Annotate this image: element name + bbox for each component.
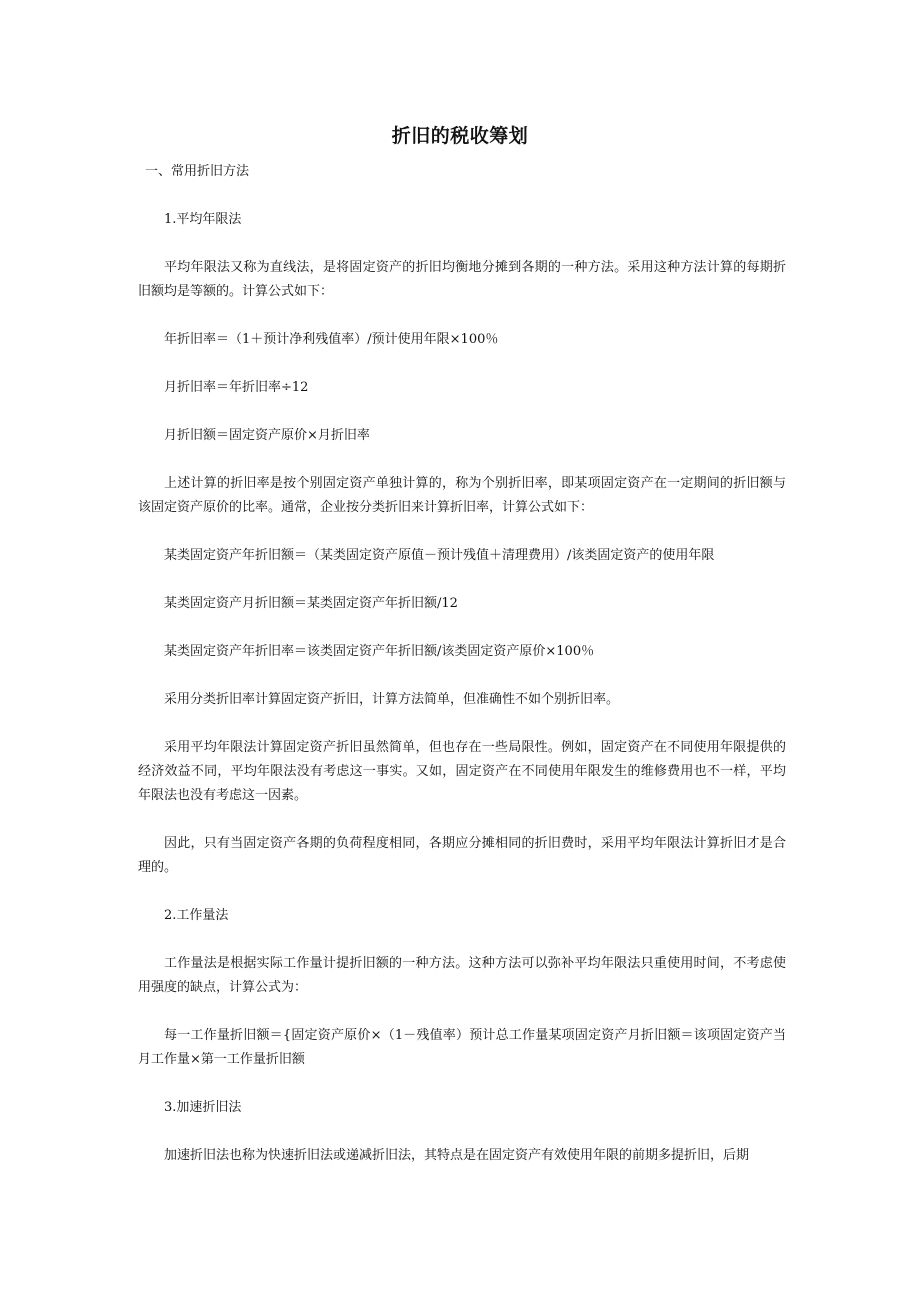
formula-annual-rate: 年折旧率＝（1＋预计净利残值率）/预计使用年限×100％ (164, 332, 499, 347)
formula-monthly-rate: 月折旧率＝年折旧率÷12 (164, 380, 309, 395)
subheading-straight-line: 1.平均年限法 (164, 212, 242, 227)
formula-monthly-amount: 月折旧额＝固定资产原价×月折旧率 (164, 428, 370, 443)
paragraph: 采用平均年限法计算固定资产折旧虽然简单，但也存在一些局限性。例如，固定资产在不同使用年限提供的经济效益不同，平均年限法没有考虑这一事实。又如，固定资产在不同使用年限发生的维修费用也不一样，平均年限法也没有考虑这一因素。 (138, 740, 786, 803)
formula-per-unit-amount: 每一工作量折旧额＝{固定资产原价×（1－残值率）预计总工作量某项固定资产月折旧额＝该项固定资产当月工作量×第一工作量折旧额 (138, 1028, 786, 1067)
paragraph: 采用分类折旧率计算固定资产折旧，计算方法简单，但准确性不如个别折旧率。 (164, 692, 620, 707)
paragraph: 平均年限法又称为直线法，是将固定资产的折旧均衡地分摊到各期的一种方法。采用这种方法计算的每期折旧额均是等额的。计算公式如下： (138, 260, 786, 299)
paragraph: 加速折旧法也称为快速折旧法或递减折旧法，其特点是在固定资产有效使用年限的前期多提折旧，后期 (164, 1148, 750, 1163)
subheading-accelerated: 3.加速折旧法 (164, 1100, 242, 1115)
paragraph: 因此，只有当固定资产各期的负荷程度相同，各期应分摊相同的折旧费时，采用平均年限法计算折旧才是合理的。 (138, 836, 786, 875)
formula-class-monthly-amount: 某类固定资产月折旧额＝某类固定资产年折旧额/12 (164, 596, 458, 611)
paragraph: 上述计算的折旧率是按个别固定资产单独计算的，称为个别折旧率，即某项固定资产在一定期间的折旧额与该固定资产原价的比率。通常，企业按分类折旧来计算折旧率，计算公式如下： (138, 476, 786, 515)
section-heading-common-methods: 一、常用折旧方法 (145, 164, 250, 179)
formula-class-annual-rate: 某类固定资产年折旧率＝该类固定资产年折旧额/该类固定资产原价×100％ (164, 644, 595, 659)
document-body (138, 208, 786, 1192)
subheading-units-of-production: 2.工作量法 (164, 908, 229, 923)
document-title: 折旧的税收筹划 (391, 125, 529, 147)
formula-class-annual-amount: 某类固定资产年折旧额＝（某类固定资产原值－预计残值＋清理费用）/该类固定资产的使用年限 (164, 548, 715, 563)
paragraph: 工作量法是根据实际工作量计提折旧额的一种方法。这种方法可以弥补平均年限法只重使用时间，不考虑使用强度的缺点，计算公式为： (138, 956, 786, 995)
